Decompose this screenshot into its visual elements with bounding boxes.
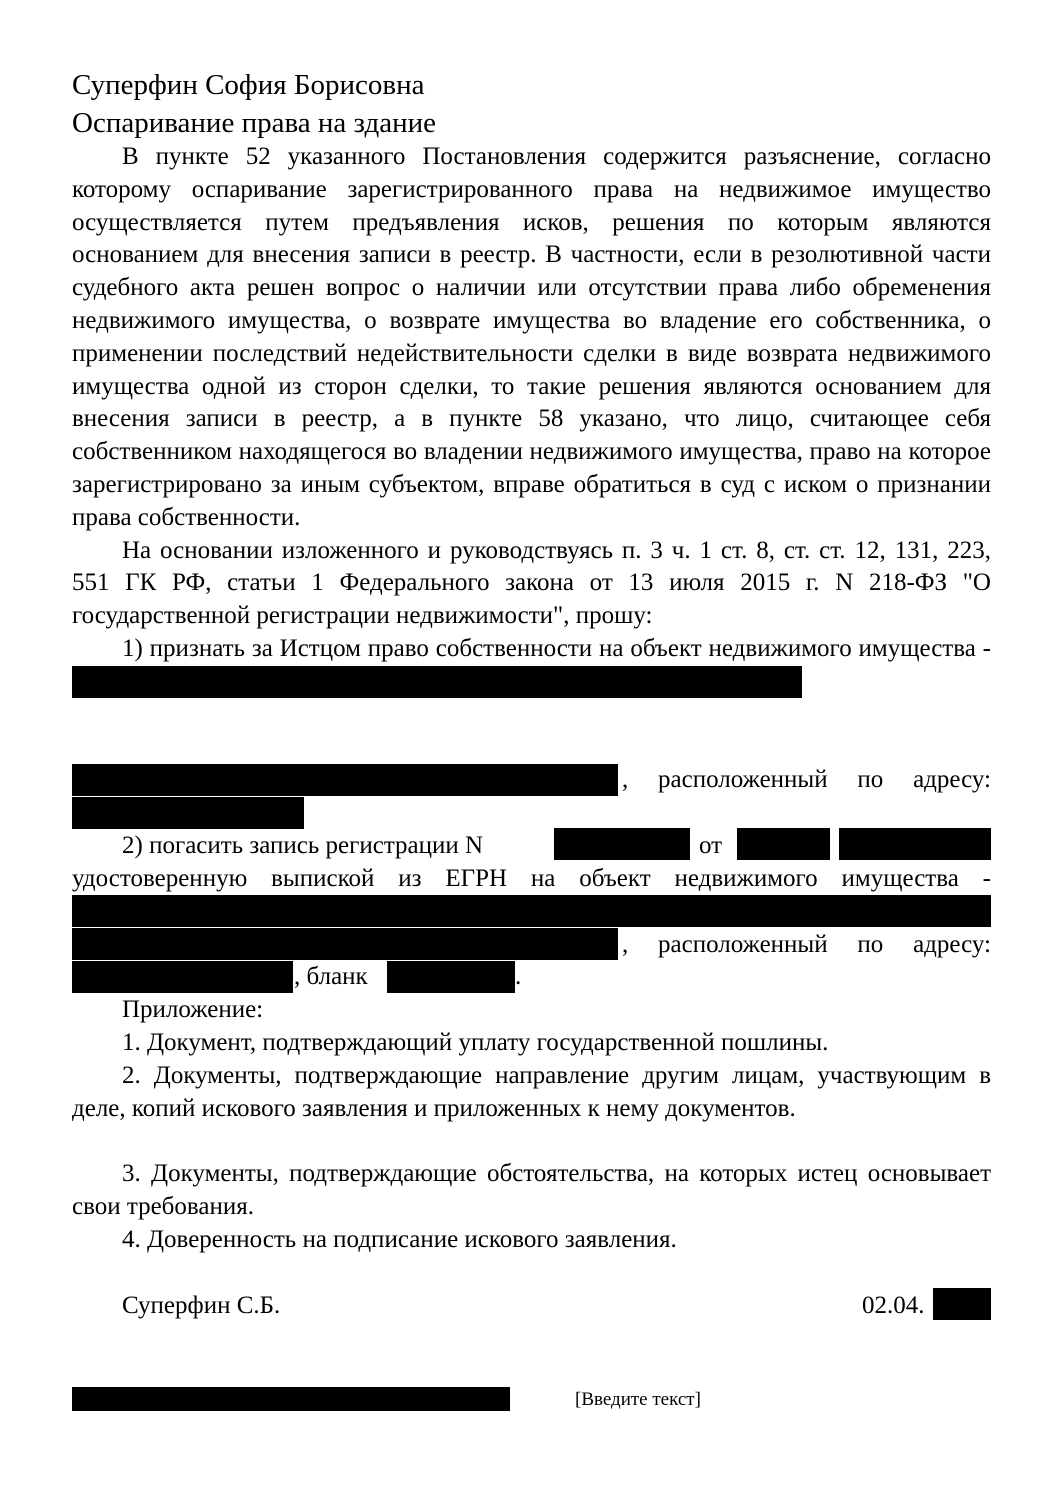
signature-name: Суперфин С.Б. bbox=[122, 1292, 281, 1319]
redaction-block bbox=[933, 1288, 991, 1320]
redaction-block bbox=[72, 895, 991, 927]
redaction-block bbox=[72, 961, 293, 993]
date-from-label: от bbox=[699, 832, 723, 859]
appendix-item: 4. Доверенность на подписание искового заявления. bbox=[122, 1226, 677, 1253]
appendix-item: 1. Документ, подтверждающий уплату государственной пошлины. bbox=[122, 1029, 829, 1056]
document-subject: Оспаривание права на здание bbox=[72, 107, 437, 139]
redaction-block bbox=[72, 928, 618, 960]
redaction-block bbox=[387, 961, 515, 993]
footer-placeholder: [Введите текст] bbox=[575, 1389, 701, 1410]
appendix-item: 3. Документы, подтверждающие обстоятельства, на которых истец основывает свои требования. bbox=[72, 1160, 991, 1220]
paragraph-clarification: В пункте 52 указанного Постановления содержится разъяснение, согласно которому оспаривание зарегистрированного права на недвижимое имущество осуществляется путем предъявления исков, решения по которым являются основанием для внесения записи в реестр. В частности, если в резолютивной части судебного акта решен вопрос о наличии или отсутствии права либо обременения недвижимого имущества, о возврате имущества во владение его собственника, о применении последствий недействительности сделки в виде возврата недвижимого имущества одной из сторон сделки, то такие решения являются основанием для внесения записи в реестр, а в пункте 58 указано, что лицо, считающее себя собственником находящегося во владении недвижимого имущества, право на которое зарегистрировано за иным субъектом, вправе обратиться в суд с иском о признании права собственности. bbox=[72, 143, 991, 531]
document-body bbox=[72, 141, 991, 701]
address-label-2: , расположенный по адресу: bbox=[622, 931, 991, 958]
paragraph-request-basis: На основании изложенного и руководствуясь п. 3 ч. 1 ст. 8, ст. ст. 12, 131, 223, 551 ГК РФ, статьи 1 Федерального закона от 13 июля 2015 г. N 218-ФЗ "О государственной регистрации недвижимости", прошу: bbox=[72, 536, 991, 630]
redaction-block bbox=[72, 1387, 510, 1411]
form-label: , бланк bbox=[294, 963, 368, 990]
request-item-1 bbox=[72, 633, 991, 701]
address-label-1: , расположенный по адресу: bbox=[622, 766, 991, 793]
redaction-block bbox=[737, 828, 830, 860]
redaction-block bbox=[839, 828, 991, 860]
extract-description: удостоверенную выпиской из ЕГРН на объект недвижимого имущества - bbox=[72, 865, 991, 892]
appendix-title: Приложение: bbox=[122, 996, 264, 1023]
redaction-block bbox=[72, 666, 802, 698]
redaction-block bbox=[554, 828, 690, 860]
request-item-1-text: 1) признать за Истцом право собственности на объект недвижимого имущества - bbox=[122, 634, 991, 662]
item-2-period: . bbox=[515, 963, 522, 990]
redaction-block bbox=[72, 764, 618, 796]
request-item-2-text: 2) погасить запись регистрации N bbox=[122, 832, 484, 859]
signature-date: 02.04. bbox=[862, 1292, 925, 1319]
redaction-block bbox=[72, 797, 304, 829]
appendix-item: 2. Документы, подтверждающие направление другим лицам, участвующим в деле, копий искового заявления и приложенных к нему документов. bbox=[72, 1062, 991, 1122]
author-name: Суперфин София Борисовна bbox=[72, 69, 425, 101]
